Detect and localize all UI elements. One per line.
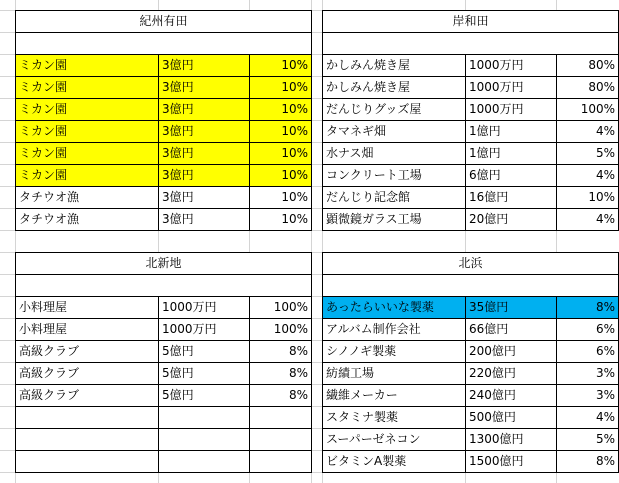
cell-name[interactable]: 高級クラブ	[15, 384, 159, 407]
cell-percent[interactable]: 80%	[556, 54, 619, 77]
cell-percent[interactable]	[249, 428, 312, 451]
cell-amount[interactable]: 3億円	[158, 186, 250, 209]
cell-name[interactable]: ミカン園	[15, 76, 159, 99]
cell-name[interactable]: 高級クラブ	[15, 340, 159, 363]
cell-percent[interactable]: 10%	[249, 76, 312, 99]
cell-name[interactable]: スーパーゼネコン	[322, 428, 466, 451]
cell-percent[interactable]: 10%	[249, 186, 312, 209]
cell-percent[interactable]: 8%	[249, 362, 312, 385]
cell-percent[interactable]: 10%	[249, 142, 312, 165]
cell-name[interactable]: タチウオ漁	[15, 186, 159, 209]
cell-name[interactable]: 紡績工場	[322, 362, 466, 385]
cell-percent[interactable]: 8%	[249, 340, 312, 363]
cell-percent[interactable]: 4%	[556, 164, 619, 187]
cell-amount[interactable]	[158, 450, 250, 473]
table-empty-row[interactable]	[15, 274, 312, 297]
table-empty-row[interactable]	[15, 32, 312, 55]
cell-name[interactable]: ビタミンA製薬	[322, 450, 466, 473]
cell-name[interactable]: ミカン園	[15, 142, 159, 165]
cell-percent[interactable]: 3%	[556, 362, 619, 385]
cell-name[interactable]: タチウオ漁	[15, 208, 159, 231]
table-empty-row[interactable]	[322, 274, 619, 297]
table-kishiwada	[322, 10, 618, 231]
cell-percent[interactable]: 8%	[556, 296, 619, 319]
cell-amount[interactable]: 6億円	[465, 164, 557, 187]
cell-percent[interactable]	[249, 450, 312, 473]
cell-amount[interactable]: 3億円	[158, 142, 250, 165]
cell-amount[interactable]: 1億円	[465, 120, 557, 143]
cell-amount[interactable]: 1500億円	[465, 450, 557, 473]
table-title[interactable]: 岸和田	[322, 10, 619, 33]
cell-percent[interactable]: 10%	[556, 186, 619, 209]
cell-name[interactable]: あったらいいな製薬	[322, 296, 466, 319]
table-kitahama	[322, 252, 618, 473]
cell-amount[interactable]: 20億円	[465, 208, 557, 231]
cell-amount[interactable]: 1000万円	[465, 76, 557, 99]
cell-amount[interactable]: 3億円	[158, 120, 250, 143]
cell-name[interactable]: 水ナス畑	[322, 142, 466, 165]
cell-percent[interactable]: 80%	[556, 76, 619, 99]
cell-name[interactable]: アルバム制作会社	[322, 318, 466, 341]
cell-percent[interactable]: 10%	[249, 164, 312, 187]
cell-percent[interactable]: 100%	[249, 318, 312, 341]
cell-percent[interactable]: 4%	[556, 208, 619, 231]
cell-name[interactable]: ミカン園	[15, 164, 159, 187]
cell-percent[interactable]: 3%	[556, 384, 619, 407]
cell-percent[interactable]: 5%	[556, 428, 619, 451]
table-title[interactable]: 北浜	[322, 252, 619, 275]
cell-amount[interactable]: 1億円	[465, 142, 557, 165]
cell-percent[interactable]: 100%	[556, 98, 619, 121]
cell-name[interactable]: ミカン園	[15, 54, 159, 77]
cell-percent[interactable]: 6%	[556, 318, 619, 341]
cell-amount[interactable]: 240億円	[465, 384, 557, 407]
cell-amount[interactable]: 3億円	[158, 54, 250, 77]
cell-name[interactable]: かしみん焼き屋	[322, 76, 466, 99]
cell-amount[interactable]: 3億円	[158, 208, 250, 231]
cell-name[interactable]: コンクリート工場	[322, 164, 466, 187]
cell-name[interactable]: だんじり記念館	[322, 186, 466, 209]
cell-percent[interactable]: 4%	[556, 120, 619, 143]
cell-name[interactable]: ミカン園	[15, 98, 159, 121]
cell-name[interactable]	[15, 406, 159, 429]
cell-percent[interactable]: 10%	[249, 208, 312, 231]
cell-percent[interactable]: 100%	[249, 296, 312, 319]
cell-percent[interactable]: 5%	[556, 142, 619, 165]
cell-name[interactable]: 高級クラブ	[15, 362, 159, 385]
cell-name[interactable]: ミカン園	[15, 120, 159, 143]
cell-name[interactable]	[15, 428, 159, 451]
cell-amount[interactable]: 16億円	[465, 186, 557, 209]
table-kishu-arida	[15, 10, 311, 231]
cell-amount[interactable]	[158, 428, 250, 451]
cell-percent[interactable]	[249, 406, 312, 429]
cell-percent[interactable]: 10%	[249, 120, 312, 143]
cell-amount[interactable]: 3億円	[158, 164, 250, 187]
cell-name[interactable]: スタミナ製薬	[322, 406, 466, 429]
cell-name[interactable]: 小料理屋	[15, 318, 159, 341]
cell-name[interactable]: だんじりグッズ屋	[322, 98, 466, 121]
cell-percent[interactable]: 6%	[556, 340, 619, 363]
table-title[interactable]: 紀州有田	[15, 10, 312, 33]
cell-amount[interactable]: 1000万円	[465, 98, 557, 121]
cell-amount[interactable]: 5億円	[158, 340, 250, 363]
cell-percent[interactable]: 8%	[556, 450, 619, 473]
cell-amount[interactable]: 500億円	[465, 406, 557, 429]
cell-amount[interactable]: 5億円	[158, 384, 250, 407]
cell-amount[interactable]: 66億円	[465, 318, 557, 341]
cell-name[interactable]: 繊維メーカー	[322, 384, 466, 407]
cell-name[interactable]	[15, 450, 159, 473]
cell-name[interactable]: かしみん焼き屋	[322, 54, 466, 77]
cell-name[interactable]: 顕微鏡ガラス工場	[322, 208, 466, 231]
cell-amount[interactable]: 35億円	[465, 296, 557, 319]
cell-amount[interactable]: 3億円	[158, 98, 250, 121]
cell-percent[interactable]: 10%	[249, 98, 312, 121]
cell-amount[interactable]: 1000万円	[158, 296, 250, 319]
cell-percent[interactable]: 10%	[249, 54, 312, 77]
cell-amount[interactable]: 5億円	[158, 362, 250, 385]
cell-amount[interactable]: 1000万円	[158, 318, 250, 341]
cell-amount[interactable]: 220億円	[465, 362, 557, 385]
cell-name[interactable]: タマネギ畑	[322, 120, 466, 143]
cell-amount[interactable]: 3億円	[158, 76, 250, 99]
cell-amount[interactable]: 1300億円	[465, 428, 557, 451]
table-title[interactable]: 北新地	[15, 252, 312, 275]
cell-percent[interactable]: 4%	[556, 406, 619, 429]
cell-amount[interactable]: 200億円	[465, 340, 557, 363]
table-kitashinchi	[15, 252, 311, 473]
cell-amount[interactable]	[158, 406, 250, 429]
cell-name[interactable]: シノノギ製薬	[322, 340, 466, 363]
cell-amount[interactable]: 1000万円	[465, 54, 557, 77]
cell-name[interactable]: 小料理屋	[15, 296, 159, 319]
table-empty-row[interactable]	[322, 32, 619, 55]
cell-percent[interactable]: 8%	[249, 384, 312, 407]
